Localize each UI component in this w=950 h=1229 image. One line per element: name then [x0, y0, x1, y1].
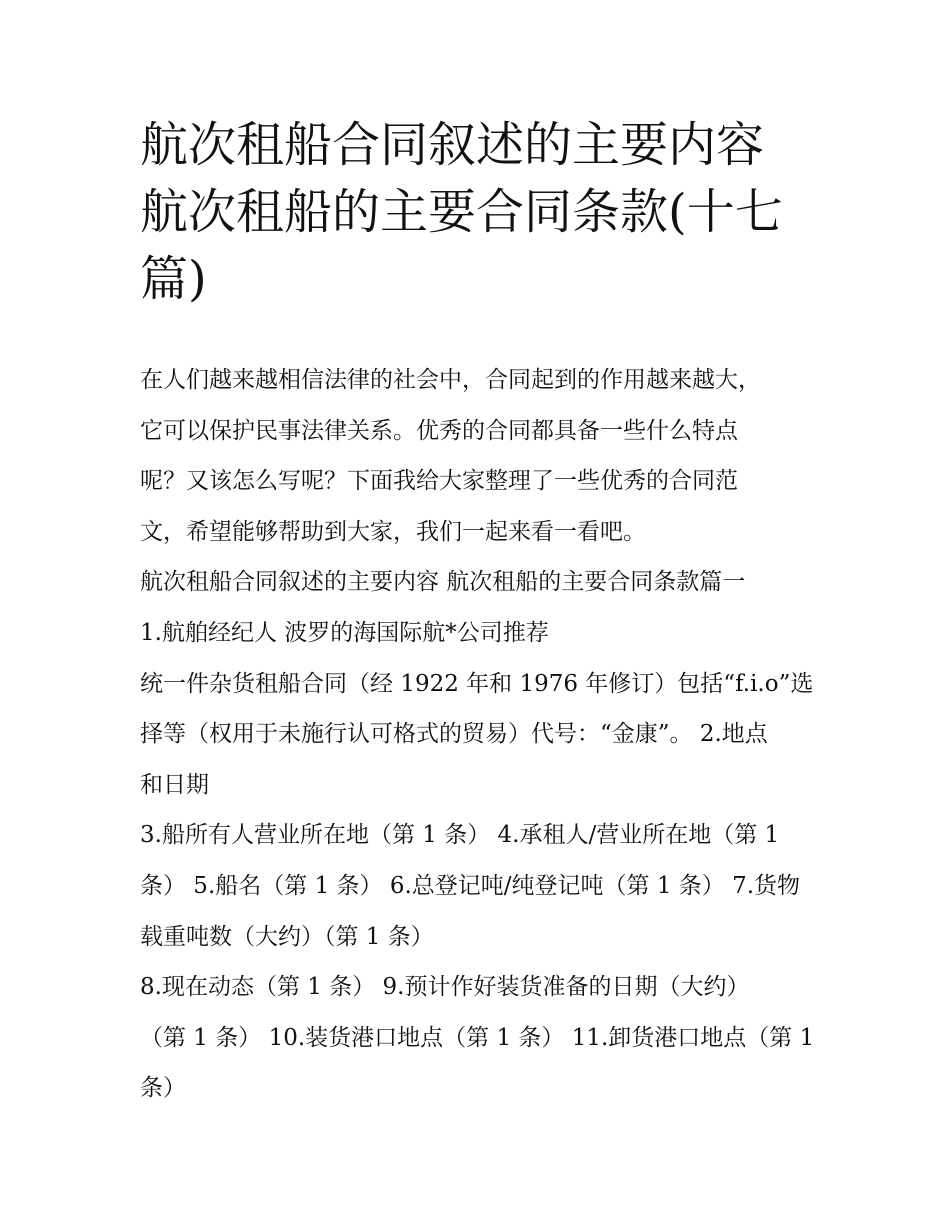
body-line-10: 3.船所有人营业所在地（第 1 条） 4.承租人/营业所在地（第 1: [140, 822, 780, 849]
body-line-3: 呢？又该怎么写呢？下面我给大家整理了一些优秀的合同范: [140, 468, 738, 495]
body-line-13: 8.现在动态（第 1 条） 9.预计作好装货准备的日期（大约）: [140, 974, 750, 1001]
body-line-6: 1.航舶经纪人 波罗的海国际航*公司推荐: [140, 619, 549, 646]
body-line-12: 载重吨数（大约）（第 1 条）: [140, 923, 434, 950]
body-line-14: （第 1 条） 10.装货港口地点（第 1 条） 11.卸货港口地点（第 1: [140, 1024, 815, 1051]
body-line-8: 择等（权用于未施行认可格式的贸易）代号：“金康”。 2.地点: [140, 721, 768, 748]
title-line-1: 航次租船合同叙述的主要内容: [140, 117, 765, 173]
body-line-5: 航次租船合同叙述的主要内容 航次租船的主要合同条款篇一: [140, 569, 746, 596]
body-line-15: 条）: [140, 1075, 186, 1102]
body-line-11: 条） 5.船名（第 1 条） 6.总登记吨/纯登记吨（第 1 条） 7.货物: [140, 872, 801, 899]
body-line-7: 统一件杂货租船合同（经 1922 年和 1976 年修订）包括“f.i.o”选: [140, 670, 814, 697]
body-line-2: 它可以保护民事法律关系。优秀的合同都具备一些什么特点: [140, 417, 738, 444]
body-line-9: 和日期: [140, 771, 209, 798]
body-line-4: 文，希望能够帮助到大家，我们一起来看一看吧。: [140, 518, 646, 545]
document-body: [140, 355, 820, 1114]
document-title: [140, 112, 830, 313]
title-line-2: 航次租船的主要合同条款(十七: [140, 184, 783, 240]
title-line-3: 篇): [140, 251, 207, 307]
body-line-1: 在人们越来越相信法律的社会中，合同起到的作用越来越大，: [140, 367, 761, 393]
